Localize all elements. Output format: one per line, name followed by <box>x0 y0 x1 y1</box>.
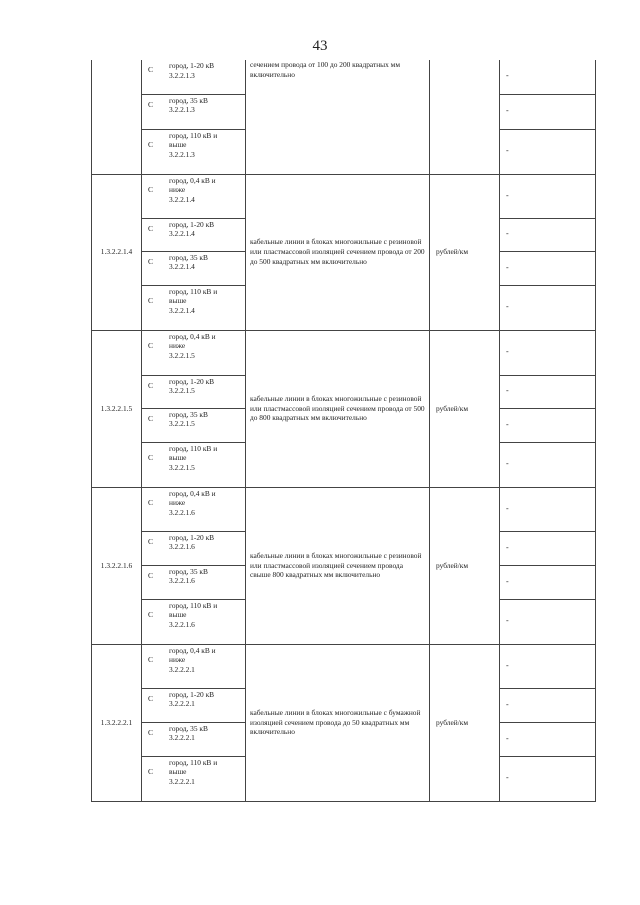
rate-value: - <box>500 408 596 442</box>
region-voltage-text <box>169 689 214 710</box>
line-description: кабельные линии в блоках многожильные с резиновой или пластмассовой изоляцией сечением провода свыше 800 квадратных мм включительно <box>246 487 430 644</box>
region-voltage-line: 3.2.2.1.4 <box>169 262 195 272</box>
region-voltage-text <box>169 252 208 273</box>
region-voltage-line: город, 1-20 кВ <box>169 219 215 229</box>
region-voltage-line: 3.2.2.2.1 <box>169 665 195 675</box>
region-voltage-line: 3.2.2.1.6 <box>169 576 195 586</box>
line-description: сечением провода от 100 до 200 квадратных мм включительно <box>246 60 430 174</box>
category-letter: С <box>148 99 154 109</box>
region-voltage-line: выше <box>169 767 187 777</box>
region-voltage-text <box>169 219 214 240</box>
region-voltage-line: выше <box>169 453 187 463</box>
category-letter: С <box>148 693 154 703</box>
region-voltage-line: город, 0,4 кВ и <box>169 488 216 498</box>
region-voltage-text <box>169 723 208 744</box>
region-voltage-line: 3.2.2.1.3 <box>169 70 195 80</box>
category-letter: С <box>148 256 154 266</box>
region-voltage-text <box>169 95 208 116</box>
rate-value: - <box>500 531 596 565</box>
table-row <box>92 174 596 218</box>
rate-value: - <box>500 644 596 688</box>
region-voltage-line: 3.2.2.2.1 <box>169 699 195 709</box>
unit-of-measure: рублей/км <box>430 644 500 801</box>
category-letter: С <box>148 536 154 546</box>
category-letter: С <box>148 139 154 149</box>
region-voltage-text <box>169 488 216 519</box>
region-voltage-text <box>169 757 217 788</box>
line-description: кабельные линии в блоках многожильные с резиновой или пластмассовой изоляцией сечением провода от 200 до 500 квадратных мм включительно <box>246 174 430 330</box>
line-description: кабельные линии в блоках многожильные с бумажной изоляцией сечением провода до 50 квадратных мм включительно <box>246 644 430 801</box>
region-voltage-cell <box>142 94 246 129</box>
category-letter: С <box>148 413 154 423</box>
region-voltage-line: ниже <box>169 341 186 351</box>
region-voltage-cell <box>142 251 246 285</box>
rate-value: - <box>500 285 596 330</box>
region-voltage-line: выше <box>169 610 187 620</box>
region-voltage-line: город, 35 кВ <box>169 566 208 576</box>
region-voltage-cell <box>142 565 246 599</box>
region-voltage-line: город, 110 кВ и <box>169 600 218 610</box>
region-voltage-line: 3.2.2.1.3 <box>169 105 195 115</box>
region-voltage-line: 3.2.2.1.4 <box>169 195 195 205</box>
region-voltage-cell <box>142 531 246 565</box>
region-voltage-cell <box>142 722 246 756</box>
unit-of-measure: рублей/км <box>430 330 500 487</box>
region-voltage-cell <box>142 129 246 174</box>
region-voltage-line: город, 35 кВ <box>169 95 208 105</box>
region-voltage-line: город, 1-20 кВ <box>169 376 215 386</box>
rate-value: - <box>500 251 596 285</box>
region-voltage-line: 3.2.2.2.1 <box>169 777 195 787</box>
rate-value: - <box>500 722 596 756</box>
category-letter: С <box>148 452 154 462</box>
region-voltage-cell <box>142 688 246 722</box>
region-voltage-line: город, 110 кВ и <box>169 757 218 767</box>
item-code: 1.3.2.2.1.5 <box>92 330 142 487</box>
region-voltage-text <box>169 286 217 317</box>
region-voltage-text <box>169 409 208 430</box>
table-row <box>92 487 596 531</box>
region-voltage-line: 3.2.2.1.5 <box>169 463 195 473</box>
region-voltage-line: выше <box>169 140 187 150</box>
unit-of-measure: рублей/км <box>430 487 500 644</box>
region-voltage-line: ниже <box>169 498 186 508</box>
region-voltage-cell <box>142 60 246 94</box>
rate-value: - <box>500 330 596 375</box>
item-code: 1.3.2.2.1.6 <box>92 487 142 644</box>
unit-of-measure <box>430 60 500 174</box>
region-voltage-line: город, 35 кВ <box>169 409 208 419</box>
unit-of-measure: рублей/км <box>430 174 500 330</box>
region-voltage-line: 3.2.2.1.6 <box>169 508 195 518</box>
category-letter: С <box>148 184 154 194</box>
category-letter: С <box>148 340 154 350</box>
category-letter: С <box>148 65 154 75</box>
item-code: 1.3.2.2.2.1 <box>92 644 142 801</box>
region-voltage-line: город, 1-20 кВ <box>169 61 215 70</box>
region-voltage-line: 3.2.2.2.1 <box>169 733 195 743</box>
page-number: 43 <box>312 38 328 54</box>
region-voltage-text <box>169 532 214 553</box>
region-voltage-cell <box>142 644 246 688</box>
region-voltage-cell <box>142 285 246 330</box>
region-voltage-text <box>169 60 214 81</box>
category-letter: С <box>148 295 154 305</box>
table-row <box>92 644 596 688</box>
region-voltage-line: 3.2.2.1.4 <box>169 229 195 239</box>
region-voltage-cell <box>142 599 246 644</box>
rate-value: - <box>500 565 596 599</box>
rate-value: - <box>500 94 596 129</box>
region-voltage-text <box>169 566 208 587</box>
tariff-table <box>91 60 596 802</box>
region-voltage-line: город, 110 кВ и <box>169 443 218 453</box>
category-letter: С <box>148 380 154 390</box>
rate-value: - <box>500 174 596 218</box>
rate-value: - <box>500 129 596 174</box>
region-voltage-text <box>169 130 217 161</box>
region-voltage-line: 3.2.2.1.6 <box>169 620 195 630</box>
region-voltage-text <box>169 376 214 397</box>
item-code: 1.3.2.2.1.4 <box>92 174 142 330</box>
region-voltage-cell <box>142 218 246 251</box>
region-voltage-line: 3.2.2.1.5 <box>169 419 195 429</box>
region-voltage-cell <box>142 487 246 531</box>
region-voltage-line: город, 0,4 кВ и <box>169 645 216 655</box>
region-voltage-text <box>169 331 216 362</box>
region-voltage-line: город, 1-20 кВ <box>169 532 215 542</box>
rate-value: - <box>500 375 596 408</box>
region-voltage-line: город, 110 кВ и <box>169 286 218 296</box>
line-description: кабельные линии в блоках многожильные с резиновой или пластмассовой изоляцией сечением провода от 500 до 800 квадратных мм включительно <box>246 330 430 487</box>
region-voltage-line: город, 110 кВ и <box>169 130 218 140</box>
rate-value: - <box>500 60 596 94</box>
category-letter: С <box>148 570 154 580</box>
region-voltage-cell <box>142 375 246 408</box>
category-letter: С <box>148 497 154 507</box>
rate-value: - <box>500 487 596 531</box>
region-voltage-line: 3.2.2.1.5 <box>169 386 195 396</box>
category-letter: С <box>148 766 154 776</box>
region-voltage-text <box>169 175 216 206</box>
region-voltage-line: 3.2.2.1.5 <box>169 351 195 361</box>
table-row <box>92 330 596 375</box>
item-code <box>92 60 142 174</box>
region-voltage-cell <box>142 330 246 375</box>
region-voltage-line: 3.2.2.1.6 <box>169 542 195 552</box>
region-voltage-line: город, 35 кВ <box>169 252 208 262</box>
region-voltage-line: 3.2.2.1.3 <box>169 150 195 160</box>
rate-value: - <box>500 599 596 644</box>
region-voltage-line: выше <box>169 296 187 306</box>
region-voltage-line: 3.2.2.1.4 <box>169 306 195 316</box>
region-voltage-cell <box>142 442 246 487</box>
region-voltage-text <box>169 600 217 631</box>
region-voltage-line: город, 35 кВ <box>169 723 208 733</box>
rate-value: - <box>500 688 596 722</box>
region-voltage-cell <box>142 408 246 442</box>
region-voltage-text <box>169 645 216 676</box>
region-voltage-line: город, 0,4 кВ и <box>169 175 216 185</box>
category-letter: С <box>148 654 154 664</box>
category-letter: С <box>148 727 154 737</box>
rate-value: - <box>500 218 596 251</box>
category-letter: С <box>148 609 154 619</box>
rate-value: - <box>500 756 596 801</box>
region-voltage-line: город, 0,4 кВ и <box>169 331 216 341</box>
region-voltage-line: ниже <box>169 655 186 665</box>
region-voltage-cell <box>142 174 246 218</box>
region-voltage-line: ниже <box>169 185 186 195</box>
region-voltage-cell <box>142 756 246 801</box>
table-row <box>92 60 596 94</box>
region-voltage-text <box>169 443 217 474</box>
category-letter: С <box>148 223 154 233</box>
rate-value: - <box>500 442 596 487</box>
region-voltage-line: город, 1-20 кВ <box>169 689 215 699</box>
